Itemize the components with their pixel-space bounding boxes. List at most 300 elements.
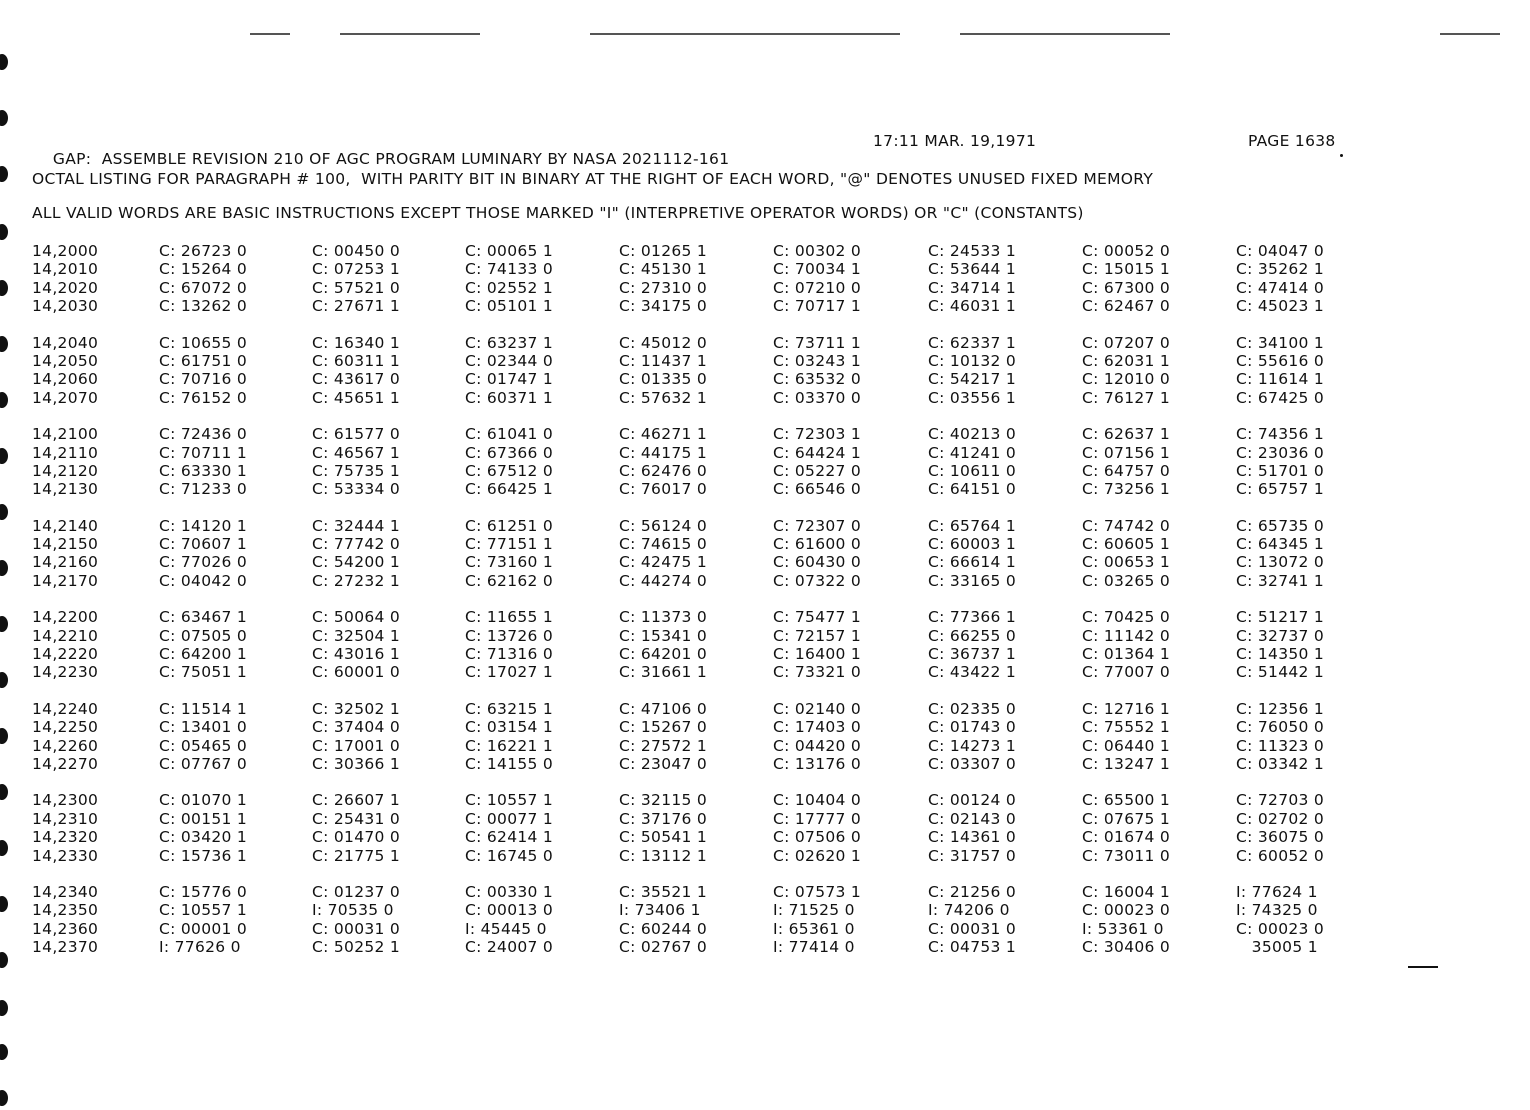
octal-word: C: 03243 1 [773,351,862,370]
octal-word: C: 01070 1 [159,791,248,810]
octal-word: C: 74615 0 [619,535,708,554]
octal-word: C: 74356 1 [1236,425,1325,444]
octal-word: C: 45023 1 [1236,297,1325,316]
octal-word: C: 60311 1 [312,351,401,370]
octal-word: C: 25431 0 [312,809,401,828]
octal-word: C: 62337 1 [928,333,1017,352]
octal-word: C: 73011 0 [1082,846,1171,865]
octal-word: I: 74206 0 [928,901,1010,920]
octal-word: C: 27310 0 [619,278,708,297]
feed-hole [0,504,8,520]
octal-word: C: 13401 0 [159,718,248,737]
octal-word: C: 60244 0 [619,919,708,938]
octal-word: I: 65361 0 [773,919,855,938]
octal-word: C: 05227 0 [773,461,862,480]
octal-word: C: 45130 1 [619,260,708,279]
print-dot [1340,154,1343,157]
octal-word: C: 00450 0 [312,242,401,260]
row-address: 14,2030 [32,297,99,316]
listing-block [32,334,1352,408]
octal-word: C: 61041 0 [465,425,554,444]
octal-word: C: 75477 1 [773,608,862,627]
octal-word: C: 62476 0 [619,461,708,480]
octal-word: C: 43617 0 [312,370,401,389]
octal-word: C: 63215 1 [465,699,554,718]
octal-word: C: 02140 0 [773,699,862,718]
speck [250,33,290,35]
octal-word: C: 66425 1 [465,480,554,499]
octal-word: I: 77624 1 [1236,882,1318,901]
octal-word: I: 77414 0 [773,938,855,957]
listing-description: OCTAL LISTING FOR PARAGRAPH # 100, WITH PARITY BIT IN BINARY AT THE RIGHT OF EACH WORD, "@" DENOTES UNUSED FIXED MEMORY [32,170,1154,188]
octal-word: C: 60003 1 [928,535,1017,554]
listing-row [32,883,1352,901]
octal-word: C: 17001 0 [312,736,401,755]
row-address: 14,2010 [32,260,99,279]
octal-word: C: 66546 0 [773,480,862,499]
feed-hole [0,448,8,464]
octal-word: C: 07767 0 [159,754,248,773]
octal-word: C: 34175 0 [619,297,708,316]
feed-hole [0,952,8,968]
octal-word: C: 00077 1 [465,809,554,828]
octal-word: C: 43016 1 [312,645,401,664]
octal-word: C: 32502 1 [312,699,401,718]
octal-word: C: 07156 1 [1082,443,1171,462]
octal-word: C: 03556 1 [928,388,1017,407]
octal-word: C: 16400 1 [773,645,862,664]
octal-word: C: 00151 1 [159,809,248,828]
octal-word: C: 07322 0 [773,571,862,590]
octal-word: C: 24007 0 [465,938,554,957]
octal-word: I: 77626 0 [159,938,241,957]
octal-word: C: 67425 0 [1236,388,1325,407]
octal-word: C: 01674 0 [1082,828,1171,847]
octal-word: C: 00023 0 [1236,919,1325,938]
octal-word: C: 01237 0 [312,882,401,901]
octal-word: C: 41241 0 [928,443,1017,462]
octal-word: C: 70425 0 [1082,608,1171,627]
speck [340,33,480,35]
octal-word: C: 53644 1 [928,260,1017,279]
listing-block [32,242,1352,316]
speck [590,33,900,35]
octal-word: C: 10557 1 [159,901,248,920]
octal-word: C: 75552 1 [1082,718,1171,737]
row-address: 14,2200 [32,608,99,627]
feed-hole [0,224,8,240]
listing-row [32,480,1352,498]
octal-word: C: 06440 1 [1082,736,1171,755]
row-address: 14,2040 [32,333,99,352]
octal-word: C: 03307 0 [928,754,1017,773]
octal-word: C: 10404 0 [773,791,862,810]
octal-word: C: 55616 0 [1236,351,1325,370]
feed-hole [0,54,8,70]
octal-word: C: 02552 1 [465,278,554,297]
octal-word: C: 67366 0 [465,443,554,462]
octal-word: C: 47106 0 [619,699,708,718]
octal-word: C: 02620 1 [773,846,862,865]
listing-row [32,425,1352,443]
octal-word: I: 73406 1 [619,901,701,920]
octal-word: C: 60052 0 [1236,846,1325,865]
octal-word: C: 63330 1 [159,461,248,480]
octal-word: C: 11514 1 [159,699,248,718]
octal-word: C: 07675 1 [1082,809,1171,828]
feed-hole [0,1000,8,1016]
octal-word: C: 56124 0 [619,516,708,535]
octal-word: C: 16004 1 [1082,882,1171,901]
listing-block [32,517,1352,591]
octal-word: C: 31661 1 [619,663,708,682]
octal-word: C: 05101 1 [465,297,554,316]
octal-word: C: 07505 0 [159,626,248,645]
octal-word: C: 72436 0 [159,425,248,444]
octal-word: C: 02767 0 [619,938,708,957]
octal-word: C: 46031 1 [928,297,1017,316]
octal-word: C: 75735 1 [312,461,401,480]
octal-word: C: 21775 1 [312,846,401,865]
listing-row [32,260,1352,278]
listing-block [32,791,1352,865]
octal-word: C: 17777 0 [773,809,862,828]
octal-word: C: 00653 1 [1082,553,1171,572]
listing-row [32,279,1352,297]
octal-word: C: 11142 0 [1082,626,1171,645]
octal-word: C: 72303 1 [773,425,862,444]
row-address: 14,2370 [32,938,99,957]
octal-word: C: 24533 1 [928,242,1017,260]
page-number: PAGE 1638 [1248,132,1336,150]
octal-word: C: 75051 1 [159,663,248,682]
octal-word: C: 46271 1 [619,425,708,444]
octal-word: C: 65757 1 [1236,480,1325,499]
row-address: 14,2130 [32,480,99,499]
octal-word: C: 21256 0 [928,882,1017,901]
assembly-date: 17:11 MAR. 19,1971 [873,132,1037,150]
octal-word: C: 10611 0 [928,461,1017,480]
feed-hole [0,110,8,126]
listing-block [32,608,1352,682]
octal-word: C: 60371 1 [465,388,554,407]
octal-word: C: 34714 1 [928,278,1017,297]
listing-row [32,700,1352,718]
octal-word: C: 00013 0 [465,901,554,920]
octal-word: C: 00001 0 [159,919,248,938]
octal-word: C: 60430 0 [773,553,862,572]
octal-word: C: 32504 1 [312,626,401,645]
feed-hole [0,392,8,408]
listing-row [32,297,1352,315]
listing-row [32,645,1352,663]
feed-hole [0,672,8,688]
octal-word: C: 57632 1 [619,388,708,407]
octal-word: C: 17027 1 [465,663,554,682]
feed-hole [0,728,8,744]
row-address: 14,2320 [32,828,99,847]
octal-word: C: 70716 0 [159,370,248,389]
octal-word: C: 00031 0 [928,919,1017,938]
octal-word: C: 50064 0 [312,608,401,627]
octal-word: C: 60001 0 [312,663,401,682]
octal-word: C: 57521 0 [312,278,401,297]
listing-row [32,938,1352,956]
octal-word: C: 00031 0 [312,919,401,938]
octal-word: C: 27572 1 [619,736,708,755]
octal-word: C: 62467 0 [1082,297,1171,316]
octal-word: C: 34100 1 [1236,333,1325,352]
octal-word: C: 77007 0 [1082,663,1171,682]
octal-word: C: 62162 0 [465,571,554,590]
listing-row [32,389,1352,407]
octal-word: C: 23047 0 [619,754,708,773]
octal-word: C: 67512 0 [465,461,554,480]
octal-word: C: 07253 1 [312,260,401,279]
octal-word: C: 73160 1 [465,553,554,572]
octal-word: C: 74742 0 [1082,516,1171,535]
octal-word: C: 00330 1 [465,882,554,901]
octal-word: C: 12356 1 [1236,699,1325,718]
octal-word: C: 11323 0 [1236,736,1325,755]
octal-word: C: 14120 1 [159,516,248,535]
speck [960,33,1170,35]
row-address: 14,2260 [32,736,99,755]
octal-word: C: 10655 0 [159,333,248,352]
octal-word: C: 65735 0 [1236,516,1325,535]
octal-word: C: 60605 1 [1082,535,1171,554]
octal-word: C: 76017 0 [619,480,708,499]
octal-word: C: 03154 1 [465,718,554,737]
row-address: 14,2000 [32,242,99,260]
octal-word: C: 47414 0 [1236,278,1325,297]
octal-word: C: 54217 1 [928,370,1017,389]
octal-word: C: 04042 0 [159,571,248,590]
octal-word: C: 50541 1 [619,828,708,847]
octal-word: C: 30406 0 [1082,938,1171,957]
feed-hole [0,616,8,632]
octal-word: C: 07573 1 [773,882,862,901]
octal-word: C: 64757 0 [1082,461,1171,480]
octal-word: C: 14273 1 [928,736,1017,755]
octal-word: C: 02335 0 [928,699,1017,718]
assembly-title: GAP: ASSEMBLE REVISION 210 OF AGC PROGRAM LUMINARY BY NASA 2021112-161 [52,150,730,168]
octal-word: C: 27671 1 [312,297,401,316]
octal-word: C: 01470 0 [312,828,401,847]
octal-word: C: 16340 1 [312,333,401,352]
octal-word: C: 37176 0 [619,809,708,828]
listing-row [32,847,1352,865]
feed-hole [0,336,8,352]
octal-word: C: 61251 0 [465,516,554,535]
octal-word: C: 76127 1 [1082,388,1171,407]
row-address: 14,2160 [32,553,99,572]
row-address: 14,2220 [32,645,99,664]
octal-word: C: 61577 0 [312,425,401,444]
listing-row [32,462,1352,480]
octal-word: C: 14361 0 [928,828,1017,847]
listing-row [32,901,1352,919]
listing-row [32,370,1352,388]
octal-word: C: 10132 0 [928,351,1017,370]
octal-word: C: 71233 0 [159,480,248,499]
octal-word: C: 43422 1 [928,663,1017,682]
octal-word: C: 72157 1 [773,626,862,645]
octal-word: C: 11614 1 [1236,370,1325,389]
octal-word: C: 15341 0 [619,626,708,645]
octal-word: C: 00124 0 [928,791,1017,810]
octal-word: C: 26607 1 [312,791,401,810]
listing-row [32,755,1352,773]
row-address: 14,2330 [32,846,99,865]
octal-word: C: 62031 1 [1082,351,1171,370]
octal-word: C: 51701 0 [1236,461,1325,480]
octal-word: C: 04420 0 [773,736,862,755]
feed-hole [0,280,8,296]
octal-word: C: 65500 1 [1082,791,1171,810]
listing-block [32,883,1352,957]
octal-word: C: 04047 0 [1236,242,1325,260]
octal-word: C: 73256 1 [1082,480,1171,499]
octal-word: C: 45012 0 [619,333,708,352]
row-address: 14,2060 [32,370,99,389]
octal-word: C: 13072 0 [1236,553,1325,572]
octal-word: C: 42475 1 [619,553,708,572]
octal-word: C: 67072 0 [159,278,248,297]
listing-row [32,444,1352,462]
octal-word: C: 77366 1 [928,608,1017,627]
octal-word: C: 15736 1 [159,846,248,865]
octal-word: C: 01364 1 [1082,645,1171,664]
octal-word: C: 63237 1 [465,333,554,352]
row-address: 14,2050 [32,351,99,370]
octal-word: C: 64201 0 [619,645,708,664]
listing-row [32,334,1352,352]
octal-word: C: 13247 1 [1082,754,1171,773]
listing-block [32,700,1352,774]
listing-row [32,828,1352,846]
octal-word: C: 73711 1 [773,333,862,352]
octal-word: I: 53361 0 [1082,919,1164,938]
octal-word: C: 11437 1 [619,351,708,370]
octal-word: C: 35521 1 [619,882,708,901]
row-address: 14,2070 [32,388,99,407]
octal-word: C: 45651 1 [312,388,401,407]
octal-word: C: 00023 0 [1082,901,1171,920]
octal-word: C: 64200 1 [159,645,248,664]
listing-row [32,663,1352,681]
octal-word: C: 04753 1 [928,938,1017,957]
octal-word: C: 30366 1 [312,754,401,773]
octal-word: C: 15264 0 [159,260,248,279]
row-address: 14,2340 [32,882,99,901]
row-address: 14,2020 [32,278,99,297]
octal-word: C: 02344 0 [465,351,554,370]
octal-word: C: 12716 1 [1082,699,1171,718]
tractor-feed-holes [0,0,12,1110]
octal-word: C: 15015 1 [1082,260,1171,279]
octal-word: C: 66614 1 [928,553,1017,572]
octal-word: C: 14155 0 [465,754,554,773]
octal-word: C: 01335 0 [619,370,708,389]
octal-word: C: 01265 1 [619,242,708,260]
octal-word: C: 65764 1 [928,516,1017,535]
listing-row [32,572,1352,590]
feed-hole [0,896,8,912]
octal-word: C: 32737 0 [1236,626,1325,645]
row-address: 14,2120 [32,461,99,480]
octal-word: C: 64345 1 [1236,535,1325,554]
octal-word: C: 64424 1 [773,443,862,462]
octal-word: C: 70717 1 [773,297,862,316]
octal-word: C: 05465 0 [159,736,248,755]
legend-note: ALL VALID WORDS ARE BASIC INSTRUCTIONS EXCEPT THOSE MARKED "I" (INTERPRETIVE OPERATOR WORDS) OR "C" (CONSTANTS) [32,204,1084,222]
octal-word: C: 51217 1 [1236,608,1325,627]
octal-word: C: 66255 0 [928,626,1017,645]
octal-word: C: 62637 1 [1082,425,1171,444]
octal-word: C: 40213 0 [928,425,1017,444]
octal-word: C: 07210 0 [773,278,862,297]
row-address: 14,2110 [32,443,99,462]
octal-word: C: 14350 1 [1236,645,1325,664]
octal-word: C: 17403 0 [773,718,862,737]
octal-word: C: 01747 1 [465,370,554,389]
octal-word: C: 13726 0 [465,626,554,645]
octal-word: I: 70535 0 [312,901,394,920]
octal-word: C: 00065 1 [465,242,554,260]
octal-word: C: 70711 1 [159,443,248,462]
listing-row [32,517,1352,535]
octal-word: C: 36737 1 [928,645,1017,664]
octal-word: C: 13112 1 [619,846,708,865]
feed-hole [0,166,8,182]
octal-word: C: 11655 1 [465,608,554,627]
listing-row [32,718,1352,736]
octal-word: C: 63467 1 [159,608,248,627]
row-address: 14,2350 [32,901,99,920]
octal-word: C: 32741 1 [1236,571,1325,590]
octal-word: C: 36075 0 [1236,828,1325,847]
octal-word: C: 33165 0 [928,571,1017,590]
row-address: 14,2170 [32,571,99,590]
listing-row [32,737,1352,755]
octal-word: C: 51442 1 [1236,663,1325,682]
row-address: 14,2240 [32,699,99,718]
octal-word: C: 44274 0 [619,571,708,590]
octal-word: I: 71525 0 [773,901,855,920]
listing-row [32,553,1352,571]
octal-word: C: 54200 1 [312,553,401,572]
octal-word: C: 07207 0 [1082,333,1171,352]
octal-word: C: 62414 1 [465,828,554,847]
listing-block [32,425,1352,499]
octal-word: C: 03420 1 [159,828,248,847]
octal-word: C: 23036 0 [1236,443,1325,462]
octal-word: C: 32444 1 [312,516,401,535]
octal-word: C: 03370 0 [773,388,862,407]
listing-row [32,810,1352,828]
feed-hole [0,1090,8,1106]
row-address: 14,2310 [32,809,99,828]
octal-word: C: 61751 0 [159,351,248,370]
octal-word: C: 61600 0 [773,535,862,554]
octal-word: C: 15776 0 [159,882,248,901]
octal-word: C: 16745 0 [465,846,554,865]
octal-word: C: 63532 0 [773,370,862,389]
octal-word: C: 77026 0 [159,553,248,572]
row-address: 14,2140 [32,516,99,535]
octal-word: C: 74133 0 [465,260,554,279]
